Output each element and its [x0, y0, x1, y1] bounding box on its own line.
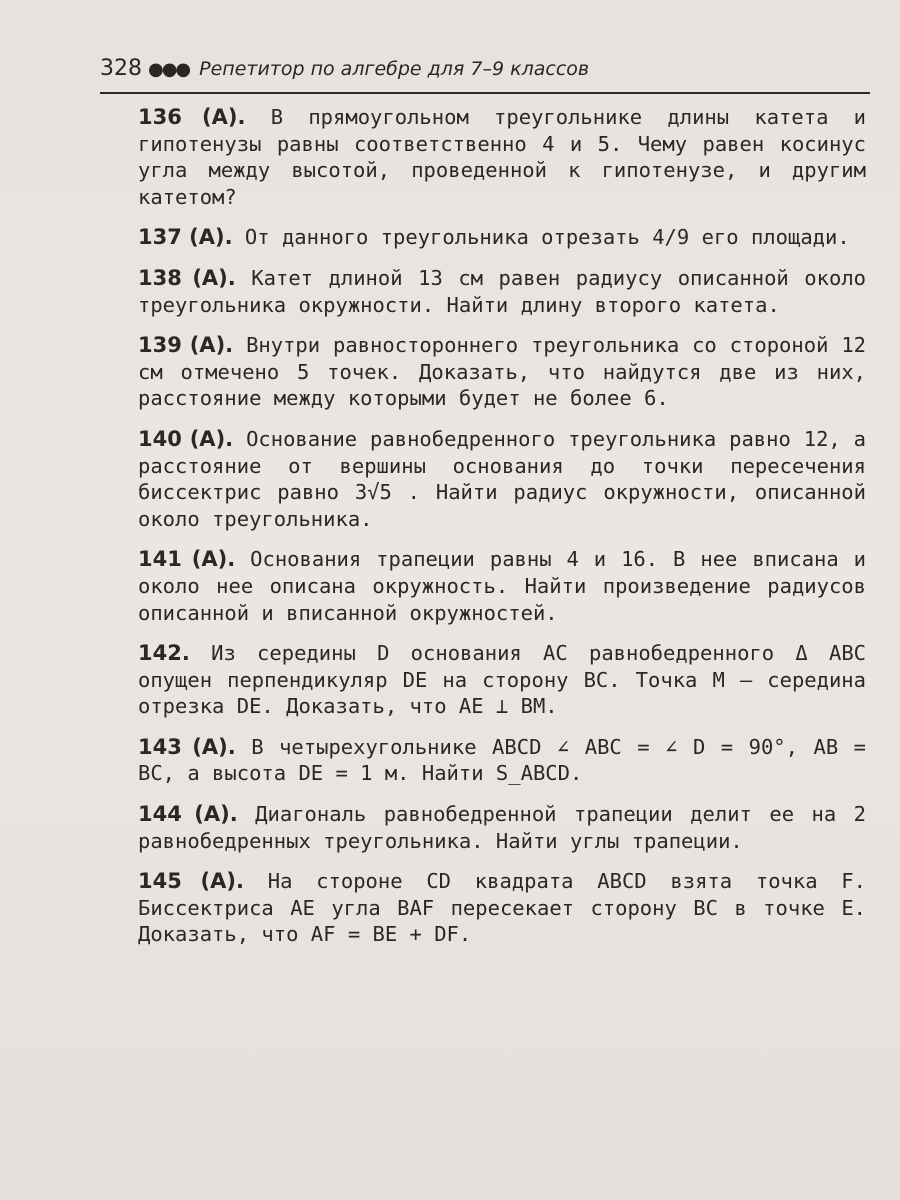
problem-number: 143 (А). [138, 734, 236, 759]
problem-text: Основание равнобедренного треугольника равно 12, а расстояние от вершины основания до точки пересечения биссектрис равно 3√5 . Найти радиус окружности, описанной около треугольника. [138, 426, 866, 531]
problem-140 [138, 426, 866, 532]
page-number: 328 [100, 56, 142, 81]
problem-number: 144 (А). [138, 802, 238, 827]
problem-142 [138, 640, 866, 720]
problem-list [138, 104, 866, 962]
ornament-icon: ●●● [148, 59, 190, 80]
problem-139 [138, 332, 866, 412]
problem-143 [138, 734, 866, 787]
problem-number: 142. [138, 641, 190, 666]
problem-144 [138, 801, 866, 854]
page-header [100, 56, 870, 94]
problem-137 [138, 224, 866, 251]
running-title: Репетитор по алгебре для 7–9 классов [199, 58, 590, 80]
problem-text: Основания трапеции равны 4 и 16. В нее вписана и около нее описана окружность. Найти произведение радиусов описанной и вписанной окружностей. [138, 547, 867, 625]
problem-text: Катет длиной 13 см равен радиусу описанной около треугольника окружности. Найти длину второго катета. [138, 265, 867, 317]
problem-text: Из середины D основания AC равнобедренного Δ ABC опущен перпендикуляр DE на сторону BC. Точка M — середина отрезка DE. Доказать, что AE ⊥ BM. [138, 641, 867, 719]
problem-145 [138, 868, 866, 948]
problem-number: 140 (А). [138, 426, 234, 451]
problem-141 [138, 546, 866, 626]
problem-number: 139 (А). [138, 333, 234, 358]
problem-136 [138, 104, 866, 210]
problem-text: Внутри равностороннего треугольника со стороной 12 см отмечено 5 точек. Доказать, что найдутся две из них, расстояние между которыми будет не более 6. [138, 333, 866, 411]
problem-number: 136 (А). [138, 105, 246, 129]
problem-138 [138, 265, 866, 318]
problem-number: 145 (А). [138, 869, 244, 894]
problem-text: В прямоугольном треугольнике длины катета и гипотенузы равны соответственно 4 и 5. Чему равен косинус угла между высотой, проведенной к гипотенузе, и другим катетом? [138, 105, 867, 209]
problem-number: 138 (А). [138, 265, 236, 290]
problem-text: Диагональ равнобедренной трапеции делит ее на 2 равнобедренных треугольника. Найти углы трапеции. [138, 802, 866, 853]
problem-text: В четырехугольнике ABCD ∠ ABC = ∠ D = 90°, AB = BC, а высота DE = 1 м. Найти S_ABCD. [138, 734, 867, 786]
problem-number: 137 (А). [138, 225, 233, 250]
problem-number: 141 (А). [138, 547, 236, 572]
problem-text: На стороне CD квадрата ABCD взята точка F. Биссектриса AE угла BAF пересекает сторону BC в точке E. Доказать, что AF = BE + DF. [138, 869, 866, 947]
problem-text: От данного треугольника отрезать 4/9 его площади. [244, 225, 850, 250]
